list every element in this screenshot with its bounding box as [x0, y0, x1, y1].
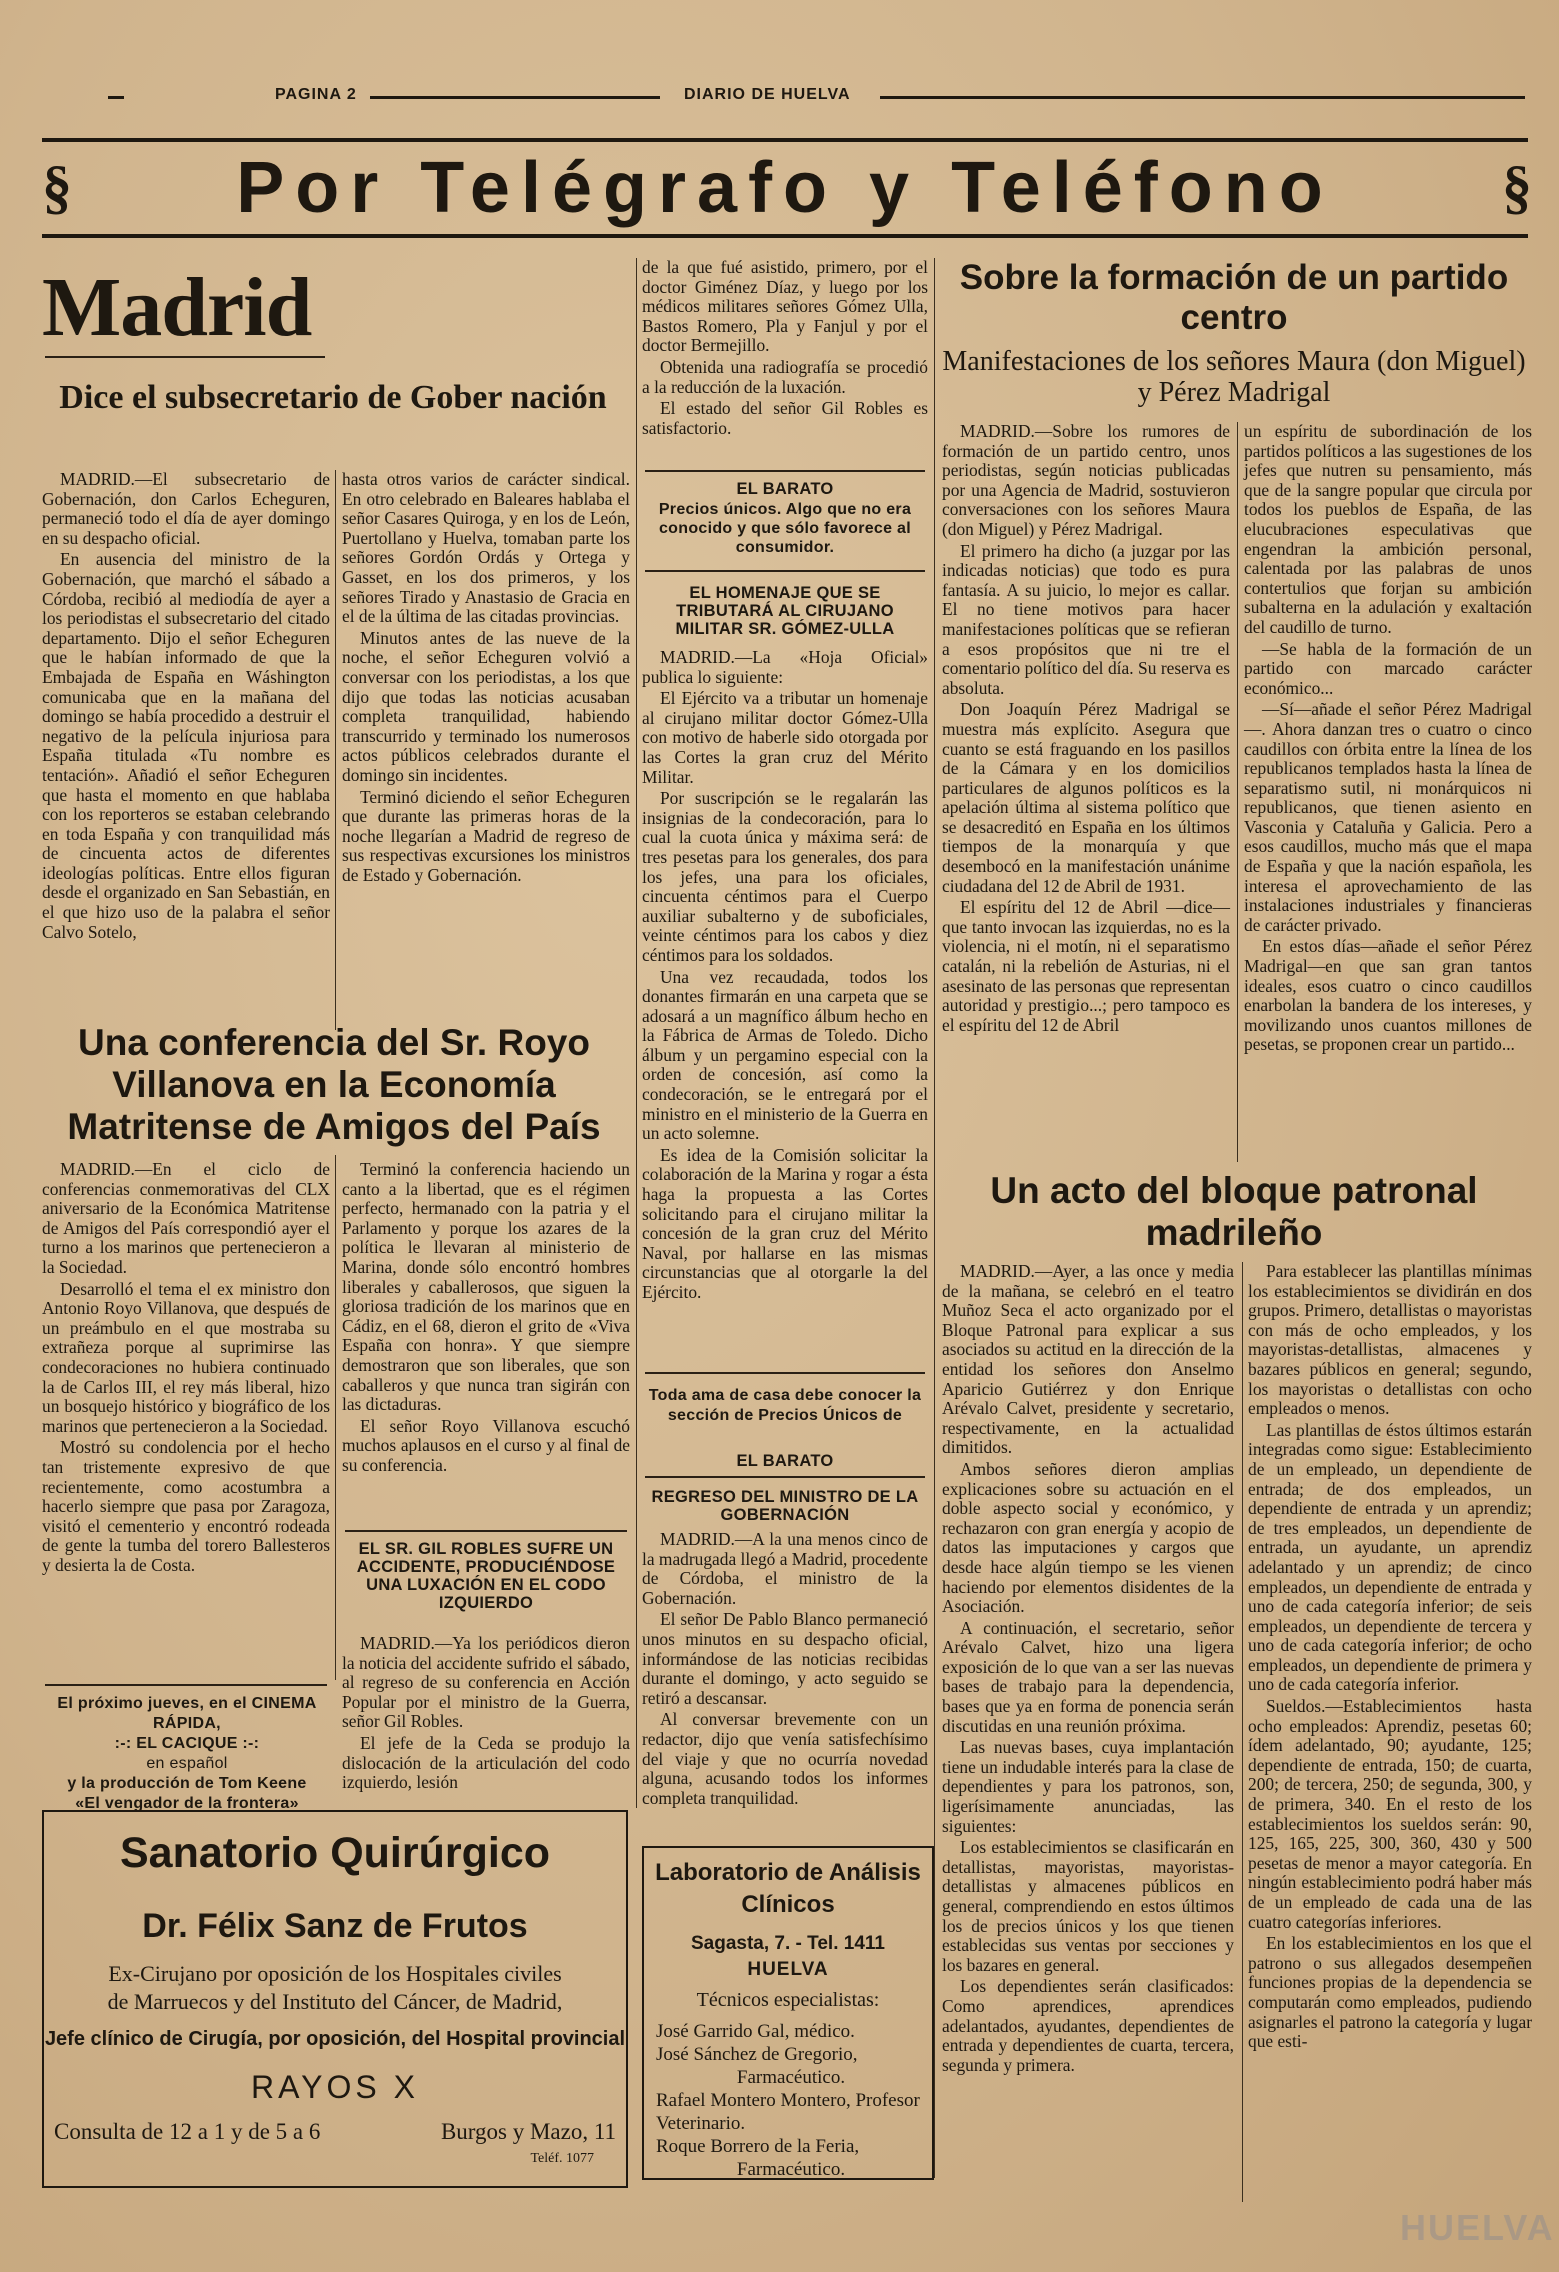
- royo-col-right: [342, 1160, 630, 1530]
- centro-headline: Sobre la formación de un partido centro: [959, 258, 1509, 337]
- subsecretario-col-right: [342, 470, 630, 1030]
- homenaje-body: [642, 648, 928, 1368]
- royo-col-left: [42, 1160, 330, 1680]
- paragraph: Por suscripción se le regalarán las insignias de la condecoración, para lo cual la cuota única y máxima será: de tres pesetas para los generales, dos para los jefes, una para los oficiales, cincuenta céntimos para el Cuerpo auxiliar subalterno y de suboficiales, veinte céntimos para los cabos y diez céntimos para los soldados.: [642, 788, 928, 965]
- paragraph: El espíritu del 12 de Abril —dice— que tanto invocan las izquierdas, no es la violencia, ni el motín, ni el separatismo catalán, ni la rebelión de Asturias, ni el asesinato de las personas que representan autoridad y prestigio...; pero tampoco es el espíritu del 12 de Abril: [942, 897, 1230, 1035]
- sanatorio-line: Ex-Cirujano por oposición de los Hospitales civiles: [108, 1961, 562, 1986]
- centro-col-left: [942, 422, 1230, 1162]
- section-rule: [645, 1476, 925, 1478]
- header-rule: [880, 96, 1525, 99]
- paragraph: El Ejército va a tributar un homenaje al cirujano militar doctor Gómez-Ulla con motivo de haberle sido otorgada por las Cortes la gran cruz del Mérito Militar.: [642, 688, 928, 787]
- banner-ornament-left: §: [42, 154, 72, 220]
- section-rule: [645, 1372, 925, 1374]
- section-rule: [345, 1530, 627, 1532]
- cine-ad-line: y la producción de Tom Keene: [67, 1775, 307, 1792]
- gil-robles-headline: EL SR. GIL ROBLES SUFRE UN ACCIDENTE, PRODUCIÉNDOSE UNA LUXACIÓN EN EL CODO IZQUIERDO: [356, 1540, 616, 1612]
- paragraph: El señor Royo Villanova escuchó muchos aplausos en el curso y al final de su conferencia.: [342, 1415, 630, 1475]
- banner-ornament-right: §: [1502, 154, 1532, 220]
- paragraph: El señor De Pablo Blanco permaneció unos minutos en su despacho oficial, informándose de las noticias recibidas durante el domingo, y acto seguido se retiró a descansar.: [642, 1609, 928, 1708]
- paragraph: —Se habla de la formación de un partido con marcado carácter económico...: [1244, 638, 1532, 698]
- paragraph: Desarrolló el tema el ex ministro don Antonio Royo Villanova, que después de un preámbulo en el que mostraba su extrañeza porque al suprimirse las condecoraciones no hubiera continuado la de Carlos III, el rey más liberal, hizo un bosquejo histórico y biográfico de los marinos que pertenecieron a la Sociedad.: [42, 1278, 330, 1436]
- paragraph: —Sí—añade el señor Pérez Madrigal—. Ahora danzan tres o cuatro o cinco caudillos con órbita entre la línea de los republicanos templados hasta la línea de separatismo sutil, ni monárquicos ni republicanos, que tienen asiento en Vasconia y Cataluña y Galicia. Pero a esos caudillos, mucho más que el mapa de España y que la nación española, les interesa el aprovechamiento de las instalaciones industriales y financieras de carácter privado.: [1244, 699, 1532, 935]
- paragraph: Una vez recaudada, todos los donantes firmarán en una carpeta que se adosará a un magnífico álbum hecho en la Fábrica de Armas de Toledo. Dicho álbum y un pergamino especial con la orden de concesión, así como la condecoración, se le entregará por el ministro en el ministerio de la Guerra en un acto solemne.: [642, 966, 928, 1144]
- cine-ad-line: El próximo jueves, en el CINEMA RÁPIDA,: [57, 1695, 317, 1732]
- paper-name: DIARIO DE HUELVA: [684, 86, 851, 103]
- paragraph: hasta otros varios de carácter sindical. En otro celebrado en Baleares hablaba el señor Casares Quiroga, y en los de León, Puertollano y Huelva, tomaban parte los señores Gordón Ordás y Ortega y Gasset, en los dos primeros, y los señores Tirado y Anastasio de Gracia en el de la última de las citadas provincias.: [342, 469, 630, 627]
- cine-ad: [42, 1694, 332, 1814]
- header-rule: [370, 96, 660, 99]
- sanatorio-phone: Teléf. 1077: [530, 2151, 594, 2166]
- patronal-headline: Un acto del bloque patronal madrileño: [990, 1170, 1478, 1253]
- paragraph: MADRID.—Sobre los rumores de formación de un partido centro, unos periodistas, según noticias publicadas por una Agencia de Madrid, sostuvieron conversaciones con los señores Maura (don Miguel) y Pérez Madrigal.: [942, 421, 1230, 539]
- paragraph: En ausencia del ministro de la Gobernación, que marchó el sábado a Córdoba, recibió al mediodía de ayer a los periodistas el subsecretario del citado departamento. Dijo el señor Echeguren que le habían informado de que la Embajada de España en Wáshington comunicaba que en la mañana del domingo se había procedido a destruir el negativo de la película injuriosa para España titulada «Tu nombre es tentación». Añadió el señor Echeguren que hasta el momento en que hablaba con los reporteros se estaban celebrando en toda España y con tranquilidad más de cincuenta actos de diferentes ideologías políticas. Entre ellos figuran desde el organizado en San Sebastián, en el que hizo uso de la palabra el señor Calvo Sotelo,: [42, 549, 330, 942]
- ad-rule: [45, 1684, 327, 1686]
- paragraph: MADRID.—Ya los periódicos dieron la noticia del accidente sufrido el sábado, al regreso de su conferencia en Acción Popular por el ministro de la Guerra, señor Gil Robles.: [342, 1633, 630, 1732]
- lab-staff-line: Farmacéutico.: [736, 2159, 846, 2180]
- lab-staff-line: Farmacéutico.: [736, 2067, 846, 2088]
- subsecretario-col-left: [42, 470, 330, 1030]
- sanatorio-jefe: Jefe clínico de Cirugía, por oposición, del Hospital provincial: [44, 2028, 626, 2050]
- paragraph: Obtenida una radiografía se procedió a la reducción de la luxación.: [642, 356, 928, 397]
- lab-tech: Técnicos especialistas:: [696, 1989, 880, 2011]
- lab-staff-line: José Garrido Gal, médico.: [656, 2021, 855, 2042]
- paragraph: Minutos antes de las nueve de la noche, el señor Echeguren volvió a conversar con los periodistas, a los que dijo que todas las noticias acusaban completa tranquilidad, habiendo transcurrido y terminado los numerosos actos públicos celebrados durante el domingo sin incidentes.: [342, 627, 630, 785]
- paragraph: Los dependientes serán clasificados: Como aprendices, aprendices adelantados, ayudantes, dependientes de entrada y dependientes de cuarta, tercera, segunda y primera.: [942, 1976, 1234, 2075]
- lab-staff-line: Roque Borrero de la Feria,: [656, 2136, 860, 2157]
- centro-subheadline: Manifestaciones de los señores Maura (don Miguel) y Pérez Madrigal: [942, 346, 1526, 408]
- paragraph: MADRID.—El subsecretario de Gobernación, don Carlos Echeguren, permaneció todo el día de ayer domingo en su despacho oficial.: [42, 469, 330, 548]
- section-rule: [645, 470, 925, 472]
- page-number: PAGINA 2: [275, 86, 357, 103]
- lab-title: Laboratorio de Análisis: [655, 1859, 921, 1886]
- section-rule: [645, 570, 925, 572]
- lab-staff-line: Rafael Montero Montero, Profesor Veterinario.: [656, 2090, 920, 2134]
- paragraph: Las plantillas de éstos últimos estarán integradas como sigue: Establecimiento de un empleado, un dependiente de entrada; de dos empleados, un dependiente de entrada y un aprendiz; de tres empleados, un dependiente de entrada, un ayudante, un aprendiz adelantado y un aprendiz; de cinco empleados, un dependiente de entrada y uno de cada categoría inferior; de seis empleados, un dependiente de tercera y uno de cada categoría inferior; de ocho empleados, un dependiente de primera y uno de cada categoría inferior.: [1248, 1419, 1532, 1695]
- centro-col-right: [1244, 422, 1532, 1162]
- paragraph: Las nuevas bases, cuya implantación tiene un indudable interés para la clase de dependientes y para los patronos, son, ligerísimamente anunciadas, las siguientes:: [942, 1737, 1234, 1836]
- madrid-heading: Madrid: [42, 261, 312, 354]
- column-rule: [1242, 1262, 1243, 2202]
- paragraph: Al conversar brevemente con un redactor, dijo que venía satisfechísimo del viaje y que no ocurría novedad alguna, acusando todos los informes completa tranquilidad.: [642, 1709, 928, 1808]
- sanatorio-doctor: Dr. Félix Sanz de Frutos: [142, 1907, 528, 1945]
- gil-robles-body: [342, 1634, 630, 1804]
- paragraph: MADRID.—Ayer, a las once y media de la mañana, se celebró en el teatro Muñoz Seca el acto organizado por el Bloque Patronal para explicar a sus asociados su actitud en la dirección de la entidad los señores don Anselmo Aparicio Gutiérrez y don Enrique Arévalo Calvet, presidente y secretario, respectivamente, en la actualidad dimitidos.: [942, 1261, 1234, 1458]
- paragraph: Sueldos.—Establecimientos hasta ocho empleados: Aprendiz, pesetas 60; ídem adelantado, 90; ayudante, 125; dependiente de entrada, 150; de cuarta, 200; de tercera, 250; de segunda, 300, y de primera, 340. En el resto de los establecimientos los sueldos serán: 90, 125, 165, 225, 300, 360, 430 y 500 pesetas de menor a mayor categoría. En ningún establecimiento podrá haber más de un empleado de cada una de las cuatro categorías inferiores.: [1248, 1696, 1532, 1932]
- paragraph: Ambos señores dieron amplias explicaciones sobre su actuación en el doble aspecto social y económico, y rechazaron con gran energía y acopio de datos las imputaciones y cargos que desde hace algún tiempo se les vienen haciendo por elementos disidentes de la Asociación.: [942, 1458, 1234, 1617]
- banner-title: Por Telégrafo y Teléfono: [236, 148, 1334, 228]
- lab-address: Sagasta, 7. - Tel. 1411: [691, 1933, 885, 1954]
- lab-city: HUELVA: [747, 1959, 829, 1980]
- patronal-col-left: [942, 1262, 1234, 2202]
- paragraph: Terminó diciendo el señor Echeguren que durante las primeras horas de la noche llegarían a Madrid de regreso de sus respectivas excursiones los ministros de Estado y Gobernación.: [342, 786, 630, 885]
- sanatorio-rayos: RAYOS X: [251, 2069, 419, 2105]
- column-rule: [1237, 422, 1238, 1162]
- paragraph: En los establecimientos en los que el patrono o sus allegados desempeñen funciones propias de la dependencia se computarán como empleados, pudiendo asignarles el patrono la categoría y lugar que esti-: [1248, 1933, 1532, 2052]
- paragraph: A continuación, el secretario, señor Arévalo Calvet, hizo una ligera exposición de lo que van a ser las nuevas bases de trabajo para la dependencia, bases que ya en forma de ponencia serán discutidas en una reunión próxima.: [942, 1617, 1234, 1736]
- watermark: HUELVA: [1400, 2207, 1555, 2248]
- subsecretario-headline: Dice el subsecretario de Gober nación: [59, 379, 607, 416]
- barato-title: EL BARATO: [736, 480, 834, 498]
- paragraph: El jefe de la Ceda se produjo la dislocación de la articulación del codo izquierdo, lesión: [342, 1732, 630, 1793]
- header-rule: [108, 96, 124, 99]
- royo-headline: Una conferencia del Sr. Royo Villanova en la Economía Matritense de Amigos del País: [67, 1022, 601, 1147]
- cine-ad-line: «El vengador de la frontera»: [75, 1795, 299, 1812]
- regreso-headline: REGRESO DEL MINISTRO DE LA GOBERNACIÓN: [651, 1488, 919, 1524]
- paragraph: Es idea de la Comisión solicitar la colaboración de la Marina y rogar a ésta haga la propuesta a las Cortes solicitando para el cirujano militar la concesión de la gran cruz del Mérito Naval, por hallarse en las mismas circunstancias que al otorgarle la del Ejército.: [642, 1144, 928, 1302]
- sanatorio-title: Sanatorio Quirúrgico: [119, 1829, 551, 1877]
- gil-robles-continuation: [642, 258, 928, 466]
- paragraph: MADRID.—A la una menos cinco de la madrugada llegó a Madrid, procedente de Córdoba, el ministro de la Gobernación.: [642, 1529, 928, 1608]
- section-banner: [42, 138, 1532, 238]
- barato-text: Precios únicos. Algo que no era conocido y que sólo favorece al consumidor.: [658, 501, 912, 556]
- column-rule: [636, 258, 637, 1808]
- sanatorio-address: Burgos y Mazo, 11: [440, 2119, 616, 2144]
- column-rule: [335, 470, 336, 1030]
- paragraph: En estos días—añade el señor Pérez Madrigal—en que san gran tantos ideales, esos cuatro o cinco caudillos enarbolan la bandera de los intereses, y movilizando unos cuantos millones de pesetas, se proponen crear un partido...: [1244, 936, 1532, 1055]
- column-rule: [934, 258, 935, 2178]
- paragraph: Los establecimientos se clasificarán en detallistas, mayoristas, mayoristas-detallistas y almacenes públicos en general, comprendiendo en estos últimos los de precios únicos y los que tienen establecidas sus ventas por secciones y los bazares en general.: [942, 1837, 1234, 1975]
- cine-ad-line: en español: [146, 1755, 228, 1772]
- paragraph: El estado del señor Gil Robles es satisfactorio.: [642, 398, 928, 438]
- paragraph: Para establecer las plantillas mínimas los establecimientos se dividirán en dos grupos. Primero, detallistas o mayoristas con más de ocho empleados, y los mayoristas-detallistas, almacenes y bazares públicos en general; segundo, los mayoristas o detallistas con ocho empleados o menos.: [1248, 1261, 1532, 1419]
- homenaje-headline: EL HOMENAJE QUE SE TRIBUTARÁ AL CIRUJANO MILITAR SR. GÓMEZ-ULLA: [675, 584, 895, 638]
- paragraph: El primero ha dicho (a juzgar por las indicadas noticias) que todo es pura fantasía. A su juicio, lo mejor es callar. El no tiene motivos para hacer manifestaciones políticas que se refieran a esos propósitos que ni tre el comentario político del día. Su reserva es absoluta.: [942, 540, 1230, 698]
- sanatorio-ad: [42, 1810, 628, 2188]
- patronal-col-right: [1248, 1262, 1532, 2202]
- lab-title: Clínicos: [741, 1891, 835, 1918]
- column-rule: [335, 1155, 336, 1680]
- paragraph: Terminó la conferencia haciendo un canto a la libertad, que es el régimen perfecto, hermanado con la patria y el Parlamento y porque los azares de la política le llevaran al ministerio de Marina, donde sólo encontró hombres liberales y caballerosos, que siguen la gloriosa tradición de los marinos que en Cádiz, en el 68, dieron el grito de «Viva España con honra». Y que siempre demostraron que son liberales, que son caballeros y que nunca tran sigirán con las dictaduras.: [342, 1159, 630, 1415]
- paragraph: un espíritu de subordinación de los partidos políticos a las sugestiones de los jefes que nutren su pensamiento, más que de la sangre popular que circula por todos los pueblos de España, de las elucubraciones especulativas que engendran la ambición personal, calentada por las palabras de unos contertulios que forjan su ambición subalterna en la adulación y exaltación del caudillo de turno.: [1244, 421, 1532, 637]
- madrid-rule: [45, 356, 325, 358]
- sanatorio-line: de Marruecos y del Instituto del Cáncer, de Madrid,: [107, 1989, 563, 2014]
- paragraph: de la que fué asistido, primero, por el doctor Giménez Díaz, y luego por los médicos militares señores Gómez Ulla, Bastos Romero, Pla y Fanjul y por el doctor Bermejillo.: [642, 257, 928, 356]
- paragraph: MADRID.—En el ciclo de conferencias conmemorativas del CLX aniversario de la Económica Matritense de Amigos del País correspondió ayer el turno a los marinos que pertenecieron a la Sociedad.: [42, 1159, 330, 1277]
- cine-ad-line: :-: EL CACIQUE :-:: [114, 1735, 260, 1752]
- regreso-body: [642, 1529, 928, 1808]
- paragraph: Mostró su condolencia por el hecho tan tristemente expresivo de que recientemente, como acostumbra a hacerlo siempre que pasa por Zaragoza, visitó el cementerio y encontró rodeada de gente la tumba del torero Ballesteros y desierta la de Costa.: [42, 1437, 330, 1575]
- lab-staff-line: José Sánchez de Gregorio,: [656, 2044, 858, 2065]
- laboratorio-ad: [642, 1846, 934, 2180]
- sanatorio-hours: Consulta de 12 a 1 y de 5 a 6: [54, 2119, 321, 2144]
- paragraph: Don Joaquín Pérez Madrigal se muestra más explícito. Asegura que cuanto se está fraguando en los pasillos de la Cámara y en los domicilios particulares de algunos políticos es la apelación última al sistema político que se desacreditó en España en los últimos tiempos de la monarquía y que desembocó en la manifestación unánime ciudadana del 12 de Abril de 1931.: [942, 699, 1230, 896]
- lab-staff: [656, 2020, 926, 2181]
- ama-ad-text: Toda ama de casa debe conocer la sección de Precios Únicos de: [648, 1387, 922, 1424]
- paragraph: MADRID.—La «Hoja Oficial» publica lo siguiente:: [642, 647, 928, 687]
- ama-ad-brand: EL BARATO: [736, 1452, 834, 1470]
